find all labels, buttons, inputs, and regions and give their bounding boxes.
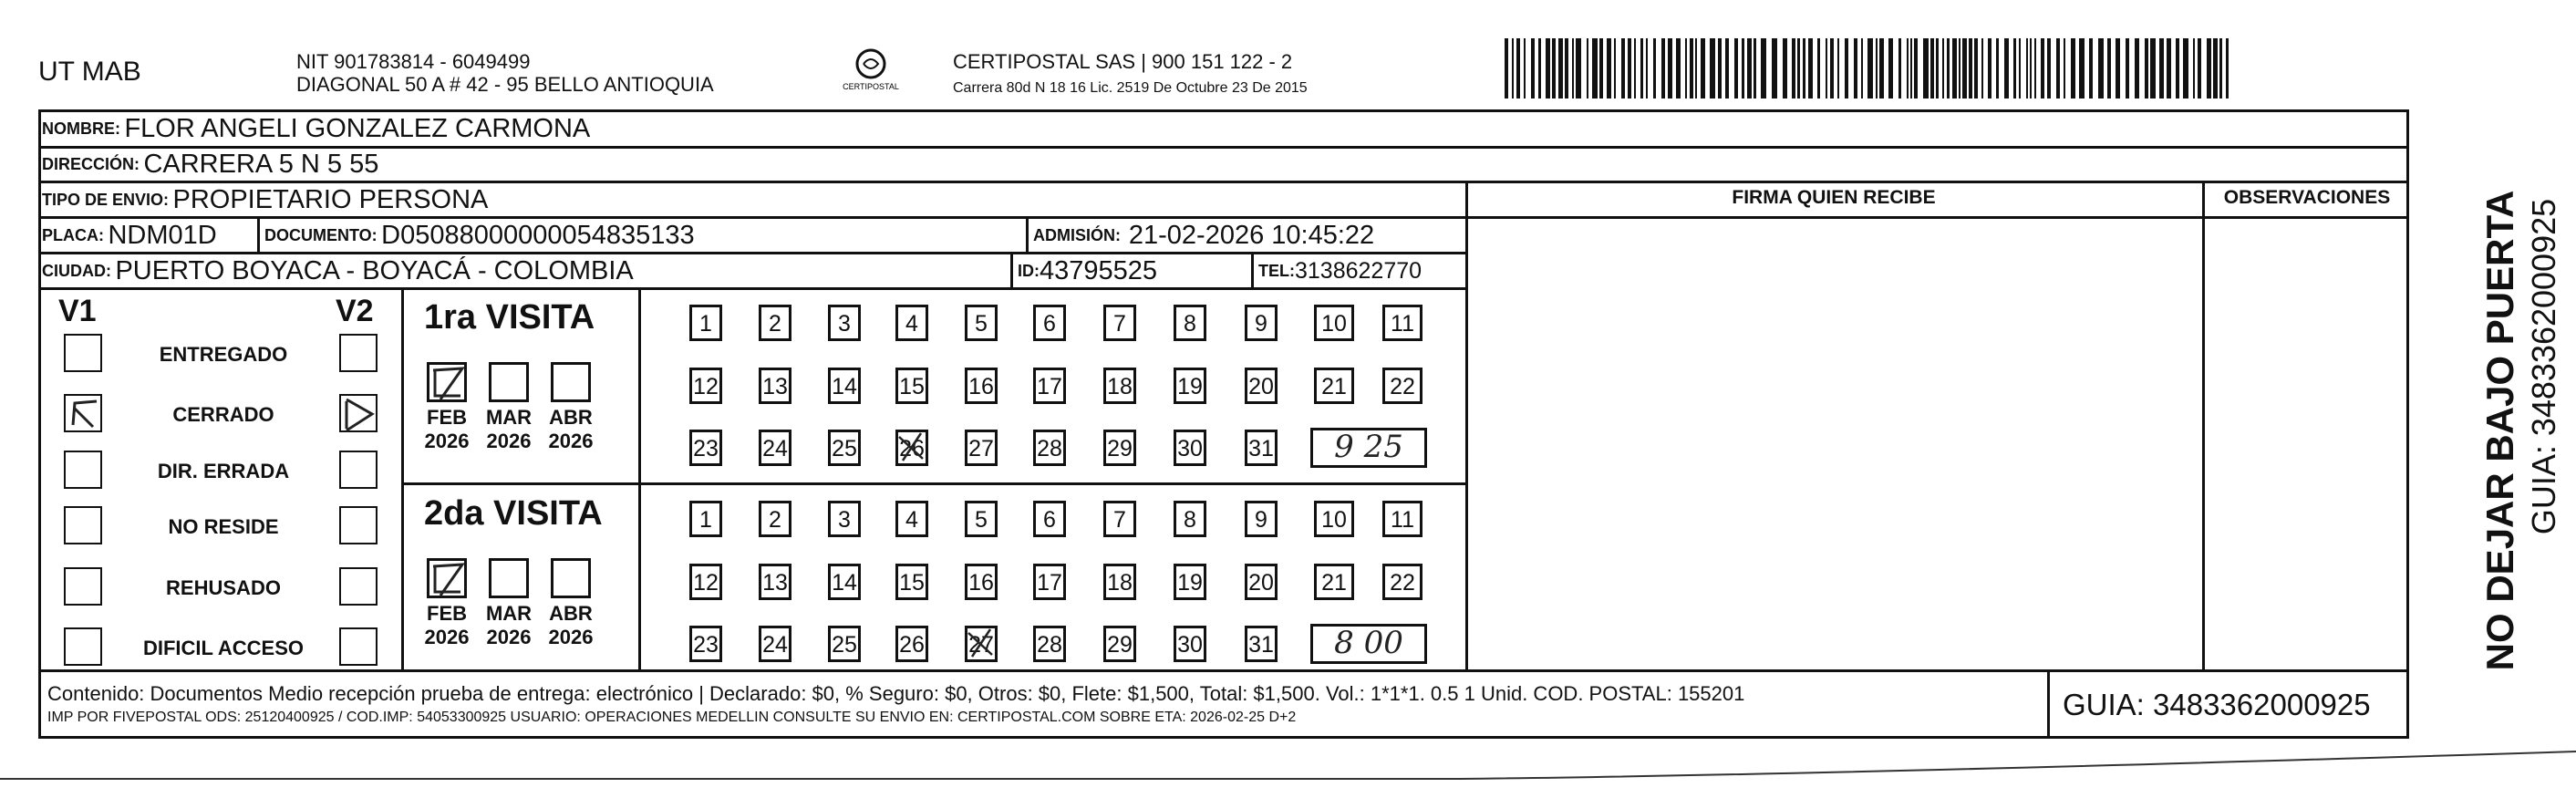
- day-number: 7: [1113, 507, 1126, 533]
- day-number: 4: [905, 311, 918, 337]
- day-number: 23: [693, 436, 719, 461]
- v2-checkbox[interactable]: [339, 334, 378, 372]
- day-box[interactable]: [965, 305, 998, 341]
- month-label: MAR: [485, 406, 533, 429]
- day-box[interactable]: [759, 564, 791, 600]
- day-number: 19: [1177, 374, 1203, 399]
- company-name: UT MAB: [38, 57, 141, 87]
- day-number: 29: [1107, 632, 1133, 658]
- handwritten-time: 9 25: [1334, 429, 1403, 465]
- day-box[interactable]: [1314, 501, 1354, 537]
- day-box[interactable]: [1103, 368, 1136, 404]
- day-box[interactable]: [965, 501, 998, 537]
- day-number: 3: [838, 311, 851, 337]
- month-label: FEB: [427, 602, 467, 625]
- day-number: 24: [762, 632, 788, 658]
- day-box[interactable]: [759, 305, 791, 341]
- day-box[interactable]: [689, 305, 722, 341]
- day-box[interactable]: [1033, 368, 1066, 404]
- tel-value: 3138622770: [1295, 257, 1422, 284]
- month-label: FEB: [427, 406, 467, 429]
- day-number: 2: [769, 311, 781, 337]
- day-number: 30: [1177, 436, 1203, 461]
- carrier-license: Carrera 80d N 18 16 Lic. 2519 De Octubre 23 De 2015: [953, 80, 1308, 96]
- id-label: ID:: [1018, 261, 1040, 280]
- day-number: 4: [905, 507, 918, 533]
- month-checkbox[interactable]: [551, 558, 591, 598]
- footer-print-info: IMP POR FIVEPOSTAL ODS: 25120400925 / COD.IMP: 54053300925 USUARIO: OPERACIONES MEDELLIN CONSULTE SU ENVIO EN: CERTIPOSTAL.COM SOBRE ETA: 2026-02-25 D+2: [47, 710, 1297, 725]
- day-number: 24: [762, 436, 788, 461]
- v2-checkbox[interactable]: [339, 567, 378, 606]
- day-box[interactable]: [895, 305, 928, 341]
- day-number: 15: [899, 570, 925, 596]
- day-number: 27: [968, 436, 994, 461]
- status-option-label: REHUSADO: [166, 576, 281, 599]
- v1-checkbox[interactable]: [64, 394, 102, 432]
- day-box[interactable]: [965, 430, 998, 466]
- day-number: 15: [899, 374, 925, 399]
- day-box[interactable]: [689, 564, 722, 600]
- day-box[interactable]: [828, 626, 861, 662]
- time-box[interactable]: [1310, 428, 1427, 468]
- day-number: 20: [1248, 570, 1274, 596]
- day-box[interactable]: [965, 368, 998, 404]
- day-number: 25: [832, 436, 857, 461]
- status-option-label: DIR. ERRADA: [157, 460, 290, 482]
- day-number: 31: [1248, 436, 1274, 461]
- visit-title: 1ra VISITA: [424, 298, 595, 337]
- day-box[interactable]: [1174, 305, 1206, 341]
- day-box[interactable]: [689, 626, 722, 662]
- v1-checkbox[interactable]: [64, 334, 102, 372]
- day-number: 3: [838, 507, 851, 533]
- day-box[interactable]: [1103, 564, 1136, 600]
- day-mark-icon: [895, 430, 928, 466]
- v1-checkbox[interactable]: [64, 567, 102, 606]
- day-number: 16: [968, 374, 994, 399]
- day-box[interactable]: [1245, 430, 1278, 466]
- day-number: 22: [1390, 374, 1415, 399]
- day-number: 6: [1043, 507, 1056, 533]
- document-label: DOCUMENTO:: [264, 225, 378, 244]
- day-box[interactable]: [689, 368, 722, 404]
- day-number: 29: [1107, 436, 1133, 461]
- company-nit: NIT 901783814 - 6049499: [296, 50, 531, 73]
- day-box[interactable]: [759, 501, 791, 537]
- day-box[interactable]: [1245, 368, 1278, 404]
- plate-field: [42, 217, 217, 254]
- day-number: 19: [1177, 570, 1203, 596]
- day-box[interactable]: [1382, 564, 1422, 600]
- day-number: 31: [1248, 632, 1274, 658]
- day-number: 8: [1184, 311, 1196, 337]
- v2-label: V2: [336, 294, 374, 328]
- tel-field: [1258, 253, 1422, 289]
- day-number: 23: [693, 632, 719, 658]
- day-box[interactable]: [759, 430, 791, 466]
- day-number: 20: [1248, 374, 1274, 399]
- day-number: 1: [699, 311, 712, 337]
- day-box[interactable]: [828, 564, 861, 600]
- admission-label: ADMISIÓN:: [1033, 225, 1121, 244]
- day-number: 5: [975, 507, 988, 533]
- day-box[interactable]: [1245, 501, 1278, 537]
- month-label: ABR: [549, 406, 593, 429]
- day-number: 13: [762, 570, 788, 596]
- day-number: 28: [1037, 632, 1062, 658]
- v2-checkbox[interactable]: [339, 394, 378, 432]
- day-number: 9: [1255, 311, 1267, 337]
- day-box[interactable]: [759, 368, 791, 404]
- carrier-name: CERTIPOSTAL SAS | 900 151 122 - 2: [953, 50, 1293, 73]
- day-box[interactable]: [1103, 501, 1136, 537]
- day-box[interactable]: [1174, 564, 1206, 600]
- day-box[interactable]: [689, 430, 722, 466]
- id-field: [1018, 253, 1157, 289]
- day-number: 18: [1107, 374, 1133, 399]
- day-box[interactable]: [1033, 430, 1066, 466]
- day-number: 26: [899, 632, 925, 658]
- day-box[interactable]: [828, 501, 861, 537]
- day-box[interactable]: [1174, 626, 1206, 662]
- address-row: [42, 146, 378, 182]
- day-number: 14: [832, 570, 857, 596]
- month-label: ABR: [549, 602, 593, 625]
- day-box[interactable]: [689, 501, 722, 537]
- day-box[interactable]: [895, 501, 928, 537]
- address-label: DIRECCIÓN:: [42, 154, 140, 173]
- year-label: 2026: [548, 626, 594, 648]
- signature-area[interactable]: [1468, 219, 2199, 668]
- day-number: 9: [1255, 507, 1267, 533]
- v1-checkbox[interactable]: [64, 506, 102, 544]
- day-number: 12: [693, 374, 719, 399]
- day-number: 11: [1391, 311, 1414, 337]
- recipient-name: FLOR ANGELI GONZALEZ CARMONA: [124, 113, 591, 143]
- day-number: 28: [1037, 436, 1062, 461]
- day-number: 12: [693, 570, 719, 596]
- city-field: [42, 253, 634, 289]
- day-box[interactable]: [828, 305, 861, 341]
- day-number: 25: [832, 632, 857, 658]
- day-box[interactable]: [1033, 501, 1066, 537]
- day-number: 8: [1184, 507, 1196, 533]
- day-box[interactable]: [1314, 368, 1354, 404]
- v2-checkbox[interactable]: [339, 451, 378, 489]
- month-checkbox[interactable]: [489, 558, 529, 598]
- no-under-door-warning: NO DEJAR BAJO PUERTA: [2478, 190, 2521, 671]
- day-box[interactable]: [1382, 368, 1422, 404]
- day-number: 17: [1037, 570, 1062, 596]
- status-option-label: DIFICIL ACCESO: [142, 637, 304, 659]
- day-box[interactable]: [759, 626, 791, 662]
- handwritten-time: 8 00: [1334, 625, 1403, 661]
- visit-title: 2da VISITA: [424, 494, 603, 533]
- recipient-address: CARRERA 5 N 5 55: [143, 149, 379, 179]
- time-box[interactable]: [1310, 624, 1427, 664]
- day-number: 1: [699, 507, 712, 533]
- day-number: 21: [1321, 374, 1347, 399]
- day-box[interactable]: [1382, 305, 1422, 341]
- barcode: [1505, 38, 2229, 98]
- shipment-type: PROPIETARIO PERSONA: [172, 184, 489, 214]
- document-field: [264, 217, 695, 254]
- admission-value: 21-02-2026 10:45:22: [1128, 220, 1375, 250]
- day-box[interactable]: [1382, 501, 1422, 537]
- day-box[interactable]: [1245, 305, 1278, 341]
- document-value: D05088000000054835133: [381, 220, 695, 250]
- month-checkbox[interactable]: [427, 558, 467, 598]
- signature-label: FIRMA QUIEN RECIBE: [1732, 187, 1936, 208]
- city-value: PUERTO BOYACA - BOYACÁ - COLOMBIA: [115, 255, 634, 285]
- id-value: 43795525: [1040, 255, 1158, 285]
- status-option-label: CERRADO: [172, 403, 274, 426]
- day-box[interactable]: [965, 564, 998, 600]
- observations-label: OBSERVACIONES: [2223, 187, 2391, 208]
- day-box[interactable]: [1103, 430, 1136, 466]
- year-label: 2026: [424, 430, 470, 452]
- year-label: 2026: [424, 626, 470, 648]
- type-row: [42, 181, 488, 218]
- type-label: TIPO DE ENVIO:: [42, 190, 170, 209]
- footer-guide: GUIA: 3483362000925: [2063, 688, 2371, 721]
- day-box[interactable]: [895, 626, 928, 662]
- v1-checkbox[interactable]: [64, 451, 102, 489]
- plate-value: NDM01D: [108, 220, 217, 250]
- footer-content: Contenido: Documentos Medio recepción prueba de entrega: electrónico | Declarado: $0, % Seguro: $0, Otros: $0, Flete: $1,500, Total: $1,500. Vol.: 1*1*1. 0.5 1 Unid. COD. POSTAL: 155201: [47, 682, 1745, 705]
- day-number: 10: [1321, 311, 1347, 337]
- day-box[interactable]: [895, 430, 928, 466]
- month-checkbox[interactable]: [551, 362, 591, 402]
- day-box[interactable]: [965, 626, 998, 662]
- name-row: [42, 110, 590, 147]
- month-checkbox[interactable]: [427, 362, 467, 402]
- day-number: 17: [1037, 374, 1062, 399]
- day-number: 10: [1321, 507, 1347, 533]
- v2-checkbox[interactable]: [339, 627, 378, 666]
- day-number: 13: [762, 374, 788, 399]
- day-number: 14: [832, 374, 857, 399]
- day-box[interactable]: [1314, 564, 1354, 600]
- day-number: 11: [1391, 507, 1414, 533]
- day-box[interactable]: [895, 368, 928, 404]
- day-box[interactable]: [1103, 305, 1136, 341]
- tel-label: TEL:: [1258, 261, 1295, 280]
- logo-text: CERTIPOSTAL: [843, 82, 899, 91]
- day-box[interactable]: [1245, 626, 1278, 662]
- day-box[interactable]: [1033, 305, 1066, 341]
- status-option-label: NO RESIDE: [168, 515, 279, 538]
- tear-edge: [0, 748, 2576, 793]
- status-option-label: ENTREGADO: [159, 343, 288, 366]
- day-number: 18: [1107, 570, 1133, 596]
- day-number: 6: [1043, 311, 1056, 337]
- day-box[interactable]: [1174, 430, 1206, 466]
- day-number: 2: [769, 507, 781, 533]
- day-number: 27: [968, 632, 994, 658]
- day-box[interactable]: [828, 430, 861, 466]
- v1-checkbox[interactable]: [64, 627, 102, 666]
- day-box[interactable]: [1033, 564, 1066, 600]
- day-number: 22: [1390, 570, 1415, 596]
- day-box[interactable]: [1314, 305, 1354, 341]
- year-label: 2026: [486, 626, 532, 648]
- name-label: NOMBRE:: [42, 119, 120, 138]
- day-number: 7: [1113, 311, 1126, 337]
- day-box[interactable]: [1103, 626, 1136, 662]
- year-label: 2026: [548, 430, 594, 452]
- day-number: 5: [975, 311, 988, 337]
- day-box[interactable]: [828, 368, 861, 404]
- month-checkbox[interactable]: [489, 362, 529, 402]
- certipostal-logo-icon: [839, 46, 903, 95]
- plate-label: PLACA:: [42, 225, 104, 244]
- day-mark-icon: [965, 626, 998, 662]
- observations-area[interactable]: [2205, 219, 2407, 668]
- year-label: 2026: [486, 430, 532, 452]
- month-label: MAR: [485, 602, 533, 625]
- day-box[interactable]: [1033, 626, 1066, 662]
- admission-field: [1033, 217, 1374, 254]
- v1-label: V1: [58, 294, 97, 328]
- day-box[interactable]: [1245, 564, 1278, 600]
- day-box[interactable]: [895, 564, 928, 600]
- company-address: DIAGONAL 50 A # 42 - 95 BELLO ANTIOQUIA: [296, 73, 714, 96]
- side-guide-number: GUIA: 3483362000925: [2525, 198, 2562, 535]
- day-number: 16: [968, 570, 994, 596]
- day-box[interactable]: [1174, 368, 1206, 404]
- city-label: CIUDAD:: [42, 261, 111, 280]
- day-number: 26: [899, 436, 925, 461]
- day-box[interactable]: [1174, 501, 1206, 537]
- day-number: 21: [1321, 570, 1347, 596]
- day-number: 30: [1177, 632, 1203, 658]
- v2-checkbox[interactable]: [339, 506, 378, 544]
